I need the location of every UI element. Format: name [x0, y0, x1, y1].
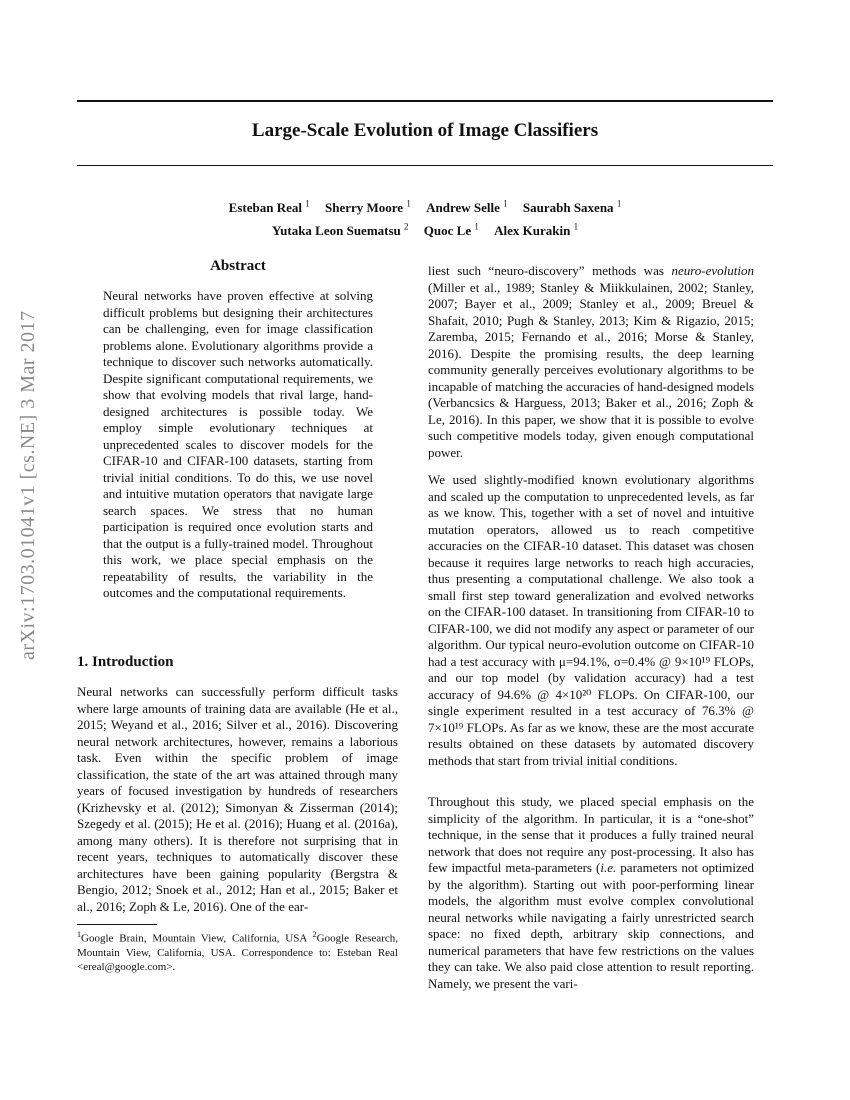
abstract-heading: Abstract — [210, 258, 266, 274]
right-column-paragraph-1 — [428, 263, 754, 461]
author: Saurabh Saxena $^1$ — [522, 199, 622, 216]
author-line-2 — [77, 217, 773, 239]
author-list — [77, 195, 773, 240]
paragraph: Throughout this study, we placed special emphasis on the simplicity of the algorithm. In particular, it is a “one-shot” technique, in the sense that it produces a fully trained neural network that does not require any post-processing. It also has few impactful meta-parameters (i.e. parameters not optimized by the algorithm). Starting out with poor-performing linear models, the algorithm must evolve complex convolutional neural networks while navigating a fairly unrestricted search space: no fixed depth, arbitrary skip connections, and numerical parameters that have few restrictions on the values they can take. We also paid close attention to result reporting. Namely, we present the vari- — [428, 794, 755, 991]
right-column-paragraph-3 — [428, 794, 754, 992]
paragraph: liest such “neuro-discovery” methods was neuro-evolution (Miller et al., 1989; Stanley & Miikkulainen, 2002; Stanley, 2007; Bayer et al., 2009; Stanley et al., 2009; Breuel & Shafait, 2010; Pugh & Stanley, 2013; Kim & Rigazio, 2015; Zaremba, 2015; Fernando et al., 2016; Morse & Stanley, 2016). Despite the promising results, the deep learning community generally perceives evolutionary algorithms to be incapable of matching the accuracies of hand-designed models (Verbancsics & Harguess, 2013; Baker et al., 2016; Zoph & Le, 2016). In this paper, we show that it is possible to evolve such competitive models today, given enough computational power. — [428, 263, 754, 460]
author: Andrew Selle $^1$ — [426, 199, 508, 216]
affiliation-footnote: $^1$Google Brain, Mountain View, California, USA $^2$Google Research, Mountain View, California, USA. Correspondence to: Esteban Real <ereal@google.com>. — [77, 930, 398, 973]
right-column-paragraph-2 — [428, 472, 754, 769]
paper-title: Large-Scale Evolution of Image Classifiers — [251, 120, 599, 141]
author: Quoc Le $^1$ — [423, 221, 479, 238]
author: Sherry Moore $^1$ — [324, 199, 411, 216]
introduction-heading: 1. Introduction — [77, 654, 174, 670]
author: Esteban Real $^1$ — [228, 199, 310, 216]
author: Alex Kurakin $^1$ — [494, 221, 579, 238]
introduction-body — [77, 684, 398, 915]
title-top-rule — [77, 100, 773, 102]
abstract-paragraph: Neural networks have proven effective at solving difficult problems but designing their architectures can be challenging, even for image classification problems alone. Evolutionary algorithms provide a technique to discover such networks automatically. Despite significant computational requirements, we show that evolving models that rival large, hand-designed architectures is possible today. We employ simple evolutionary techniques at unprecedented scales to discover models for the CIFAR-10 and CIFAR-100 datasets, starting from trivial initial conditions. To do this, we use novel and intuitive mutation operators that navigate large search spaces. We stress that no human participation is required once evolution starts and that the output is a fully-trained model. Throughout this work, we place special emphasis on the repeatability of results, the variability in the outcomes and the computational requirements. — [103, 288, 373, 600]
arxiv-identifier: arXiv:1703.01041v1 [cs.NE] 3 Mar 2017 — [17, 310, 39, 660]
title-bottom-rule — [77, 165, 773, 166]
abstract-body — [103, 288, 373, 602]
introduction-paragraph: Neural networks can successfully perform difficult tasks where large amounts of training data are available (He et al., 2015; Weyand et al., 2016; Silver et al., 2016). Discovering neural network architectures, however, remains a laborious task. Even within the specific problem of image classification, the state of the art was attained through many years of focused investigation by hundreds of researchers (Krizhevsky et al. (2012); Simonyan & Zisserman (2014); Szegedy et al. (2015); He et al. (2016); Huang et al. (2016a), among many others). It is therefore not surprising that in recent years, techniques to automatically discover these architectures have been gaining popularity (Bergstra & Bengio, 2012; Snoek et al., 2012; Han et al., 2015; Baker et al., 2016; Zoph & Le, 2016). One of the ear- — [77, 684, 398, 914]
paragraph: We used slightly-modified known evolutionary algorithms and scaled up the computation to unprecedented levels, as far as we know. This, together with a set of novel and intuitive mutation operators, allowed us to reach competitive accuracies on the CIFAR-10 dataset. This dataset was chosen because it requires large networks to reach high accuracies, thus presenting a computational challenge. We also took a small first step toward generalization and evolved networks on the CIFAR-100 dataset. In transitioning from CIFAR-10 to CIFAR-100, we did not modify any aspect or parameter of our algorithm. Our typical neuro-evolution outcome on CIFAR-10 had a test accuracy with μ=94.1%, σ=0.4% @ 9×10¹⁹ FLOPs, and our top model (by validation accuracy) had a test accuracy of 94.6% @ 4×10²⁰ FLOPs. On CIFAR-100, our single experiment resulted in a test accuracy of 76.3% @ 7×10¹⁹ FLOPs. As far as we know, these are the most accurate results obtained on these datasets by automated discovery methods that start from trivial initial conditions. — [428, 472, 754, 768]
author-line-1 — [77, 195, 773, 217]
footnote-rule — [77, 924, 157, 925]
author: Yutaka Leon Suematsu $^2$ — [271, 221, 409, 238]
